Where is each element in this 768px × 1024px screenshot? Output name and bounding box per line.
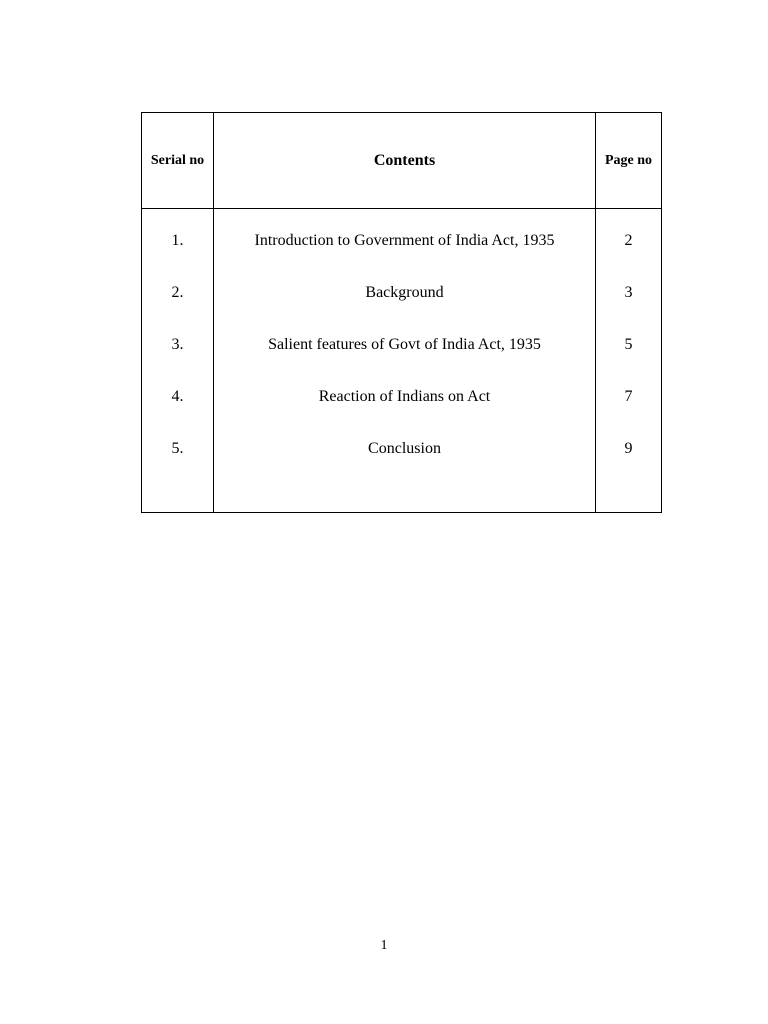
contents-cell: Salient features of Govt of India Act, 1935 (268, 336, 541, 353)
header-contents: Contents (214, 113, 596, 209)
serial-cell: 5. (171, 440, 184, 457)
contents-column (214, 209, 596, 513)
serial-cell: 3. (171, 336, 184, 353)
serial-cell: 1. (171, 232, 184, 249)
serial-cell: 2. (171, 284, 184, 301)
table-body-row (142, 209, 662, 513)
table-of-contents (141, 112, 662, 513)
contents-cell: Conclusion (368, 440, 441, 457)
page-cell: 7 (624, 388, 633, 405)
contents-cell: Reaction of Indians on Act (318, 388, 491, 405)
table-header-row (142, 113, 662, 209)
page-column (596, 209, 662, 513)
contents-cell: Background (365, 284, 444, 301)
contents-cell: Introduction to Government of India Act, 1935 (254, 232, 555, 249)
serial-column (142, 209, 214, 513)
page-cell: 9 (624, 440, 633, 457)
page-cell: 5 (624, 336, 633, 353)
page-number: 1 (380, 938, 388, 953)
page-cell: 2 (624, 232, 633, 249)
header-page-no: Page no (596, 113, 662, 209)
serial-cell: 4. (171, 388, 184, 405)
header-serial-no: Serial no (142, 113, 214, 209)
page-cell: 3 (624, 284, 633, 301)
